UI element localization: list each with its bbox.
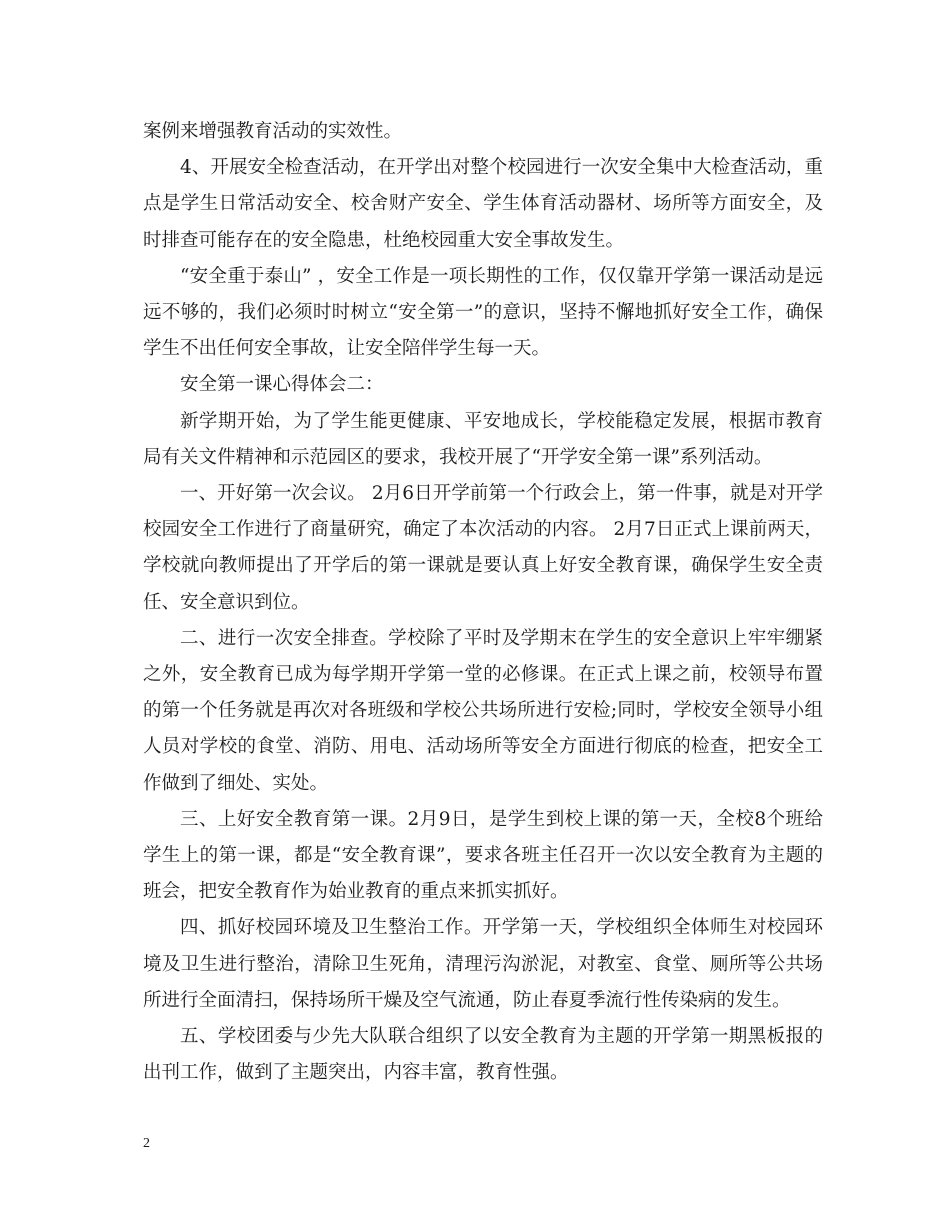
document-body: [143, 114, 823, 1091]
paragraph-safety-first: “安全重于泰山” ，安全工作是一项长期性的工作，仅仅靠开学第一课活动是远远不够的，我们必须时时树立“安全第一”的意识，坚持不懈地抓好安全工作，确保学生不出任何安全事故，让安全陪伴学生每一天。: [143, 265, 823, 360]
page-number: 2: [143, 1136, 150, 1151]
paragraph-safety-inspection: 4、开展安全检查活动，在开学出对整个校园进行一次安全集中大检查活动，重点是学生日常活动安全、校舍财产安全、学生体育活动器材、场所等方面安全，及时排查可能存在的安全隐患，杜绝校园重大安全事故发生。: [143, 157, 823, 251]
paragraph-item-1: 一、开好第一次会议。 2月6日开学前第一个行政会上，第一件事，就是对开学校园安全工作进行了商量研究，确定了本次活动的内容。 2月7日正式上课前两天，学校就向教师提出了开学后的第一课就是要认真上好安全教育课，确保学生安全责任、安全意识到位。: [143, 483, 823, 613]
paragraph-item-4: 四、抓好校园环境及卫生整治工作。开学第一天，学校组织全体师生对校园环境及卫生进行整治，清除卫生死角，清理污沟淤泥，对教室、食堂、厕所等公共场所进行全面清扫，保持场所干燥及空气流通，防止春夏季流行性传染病的发生。: [143, 917, 823, 1011]
paragraph-item-2: 二、进行一次安全排查。学校除了平时及学期末在学生的安全意识上牢牢绷紧之外，安全教育已成为每学期开学第一堂的必修课。在正式上课之前，校领导布置的第一个任务就是再次对各班级和学校公共场所进行安检;同时，学校安全领导小组人员对学校的食堂、消防、用电、活动场所等安全方面进行彻底的检查，把安全工作做到了细处、实处。: [143, 627, 823, 794]
paragraph-continuation: 案例来增强教育活动的实效性。: [143, 121, 403, 142]
paragraph-item-3: 三、上好安全教育第一课。2月9日，是学生到校上课的第一天，全校8个班给学生上的第一课，都是“安全教育课”，要求各班主任召开一次以安全教育为主题的班会，把安全教育作为始业教育的重点来抓实抓好。: [143, 808, 823, 903]
section-heading: 安全第一课心得体会二：: [180, 374, 384, 396]
paragraph-intro: 新学期开始，为了学生能更健康、平安地成长，学校能稳定发展，根据市教育局有关文件精神和示范园区的要求，我校开展了“开学安全第一课”系列活动。: [143, 410, 823, 468]
paragraph-item-5: 五、学校团委与少先大队联合组织了以安全教育为主题的开学第一期黑板报的出刊工作，做到了主题突出，内容丰富，教育性强。: [143, 1026, 823, 1084]
